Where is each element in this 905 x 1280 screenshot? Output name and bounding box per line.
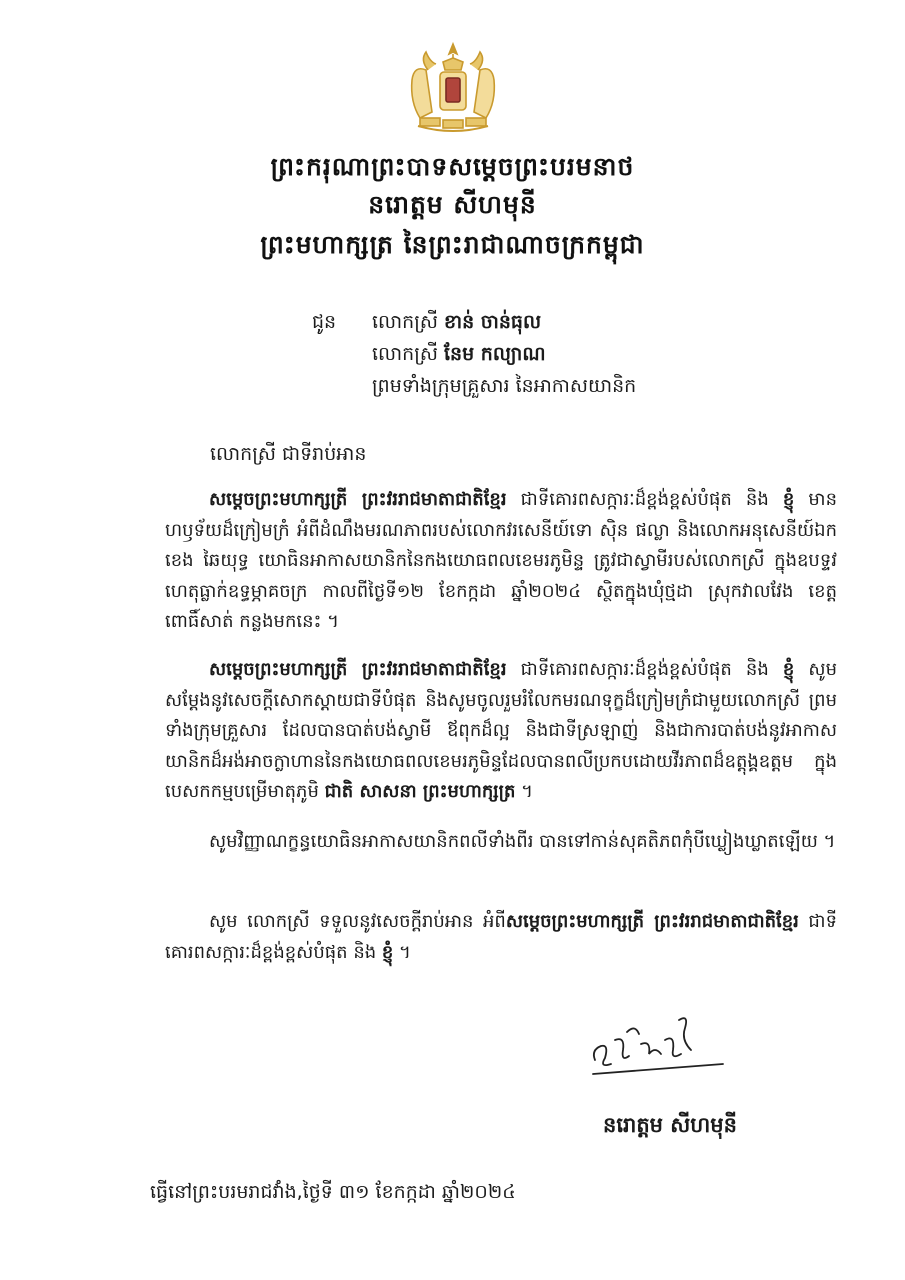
recipient-prefix-2: លោកស្រី [372, 343, 438, 365]
p1-text-b: មានហឫទ័យដ៏ក្រៀមក្រំ អំពីដំណឹងមរណភាពរបស់លោកវរសេនីយ៍ទោ ស៊ិន ផល្លា និងលោកអនុសេនីយ៍ឯក ខេង ឆៃយុទ្ធ យោធិនអាកាសយានិកនៃកងយោធពលខេមរភូមិន្ទ ត្រូវជាស្វាមីរបស់លោកស្រី ក្នុងឧបទ្ទវហេតុធ្លាក់ឧទ្ធម្ភាគចក្រ កាលពីថ្ងៃទី១២ ខែកក្កដា ឆ្នាំ២០២៤ ស្ថិតក្នុងឃុំថ្មដា ស្រុកវាលវែង ខេត្តពោធិ៍សាត់ កន្លងមកនេះ ។ [165, 489, 837, 632]
recipient-line-3: ព្រមទាំងក្រុមគ្រួសារ នៃអាកាសយានិក [372, 375, 637, 397]
royal-coat-of-arms-icon [398, 40, 508, 140]
p2-bold-self: ខ្ញុំ [782, 659, 795, 680]
p2-end: ។ [515, 781, 533, 802]
sender-name: នរោត្តម សីហមុនី [368, 190, 537, 219]
p4-end: ។ [393, 941, 411, 963]
paragraph-3: សូមវិញ្ញាណក្ខន្ធយោធិនអាកាសយានិកពលីទាំងពីរ បានទៅកាន់សុគតិភពកុំបីឃ្លៀងឃ្លាតឡើយ ។ [209, 831, 836, 852]
recipient-name-1: ខាន់ ចាន់ធុល [444, 311, 542, 333]
handwritten-signature-icon [585, 1010, 735, 1085]
paragraph-1 [165, 485, 837, 638]
p2-text-a: ជាទីគោរពសក្ការៈដ៏ខ្ពង់ខ្ពស់បំផុត និង [506, 659, 783, 680]
p4-bold-title: សម្តេចព្រះមហាក្សត្រី ព្រះវររាជមាតាជាតិខ្មែរ [505, 911, 799, 932]
sender-title-line-3: ព្រះមហាក្សត្រ នៃព្រះរាជាណាចក្រកម្ពុជា [260, 230, 645, 259]
recipient-line-1 [372, 310, 541, 338]
date-line: ធ្វើនៅព្រះបរមរាជវាំង,ថ្ងៃទី ៣១ ខែកក្កដា ឆ្នាំ២០២៤ [150, 1181, 516, 1203]
sender-title-line-1: ព្រះករុណាព្រះបាទសម្តេចព្រះបរមនាថ [270, 152, 635, 181]
recipient-line-2 [372, 342, 546, 370]
p1-bold-self: ខ្ញុំ [782, 489, 795, 510]
recipient-name-2: នែម កល្យាណ [444, 343, 546, 365]
p1-bold-title: សម្តេចព្រះមហាក្សត្រី ព្រះវររាជមាតាជាតិខ្មែរ [209, 489, 507, 510]
recipient-prefix-1: លោកស្រី [372, 311, 438, 333]
p2-text-b: សូមសម្តែងនូវសេចក្តីសោកស្តាយជាទីបំផុត និងសូមចូលរួមរំលែកមរណទុក្ខដ៏ក្រៀមក្រំជាមួយលោកស្រី ព្រមទាំងក្រុមគ្រួសារ ដែលបានបាត់បង់ស្វាមី ឪពុកដ៏ល្អ និងជាទីស្រឡាញ់ និងជាការបាត់បង់នូវអាកាសយានិកដ៏អង់អាចក្លាហាននៃកងយោធពលខេមរភូមិន្ទដែលបានពលីប្រកបដោយវីរភាពដ៏ឧត្តុង្គឧត្តម ក្នុងបេសកកម្មបម្រើមាតុភូមិ [165, 659, 837, 802]
paragraph-2 [165, 655, 837, 808]
p4-text-b: ជាទីគោរពសក្ការៈដ៏ខ្ពង់ខ្ពស់បំផុត និង [165, 911, 837, 963]
p2-bold-title: សម្តេចព្រះមហាក្សត្រី ព្រះវររាជមាតាជាតិខ្មែរ [209, 659, 507, 680]
p4-text-a: សូម លោកស្រី ទទួលនូវសេចក្តីរាប់អាន អំពី [209, 911, 506, 932]
signer-name: នរោត្តម សីហមុនី [603, 1112, 737, 1137]
salutation: លោកស្រី ជាទីរាប់អាន [210, 443, 367, 465]
p1-text-a: ជាទីគោរពសក្ការៈដ៏ខ្ពង់ខ្ពស់បំផុត និង [506, 489, 783, 510]
p2-bold-motto: ជាតិ សាសនា ព្រះមហាក្សត្រ [324, 781, 516, 802]
paragraph-4 [165, 907, 837, 968]
p4-bold-self: ខ្ញុំ [381, 941, 394, 963]
recipient-label: ជូន [312, 311, 337, 333]
